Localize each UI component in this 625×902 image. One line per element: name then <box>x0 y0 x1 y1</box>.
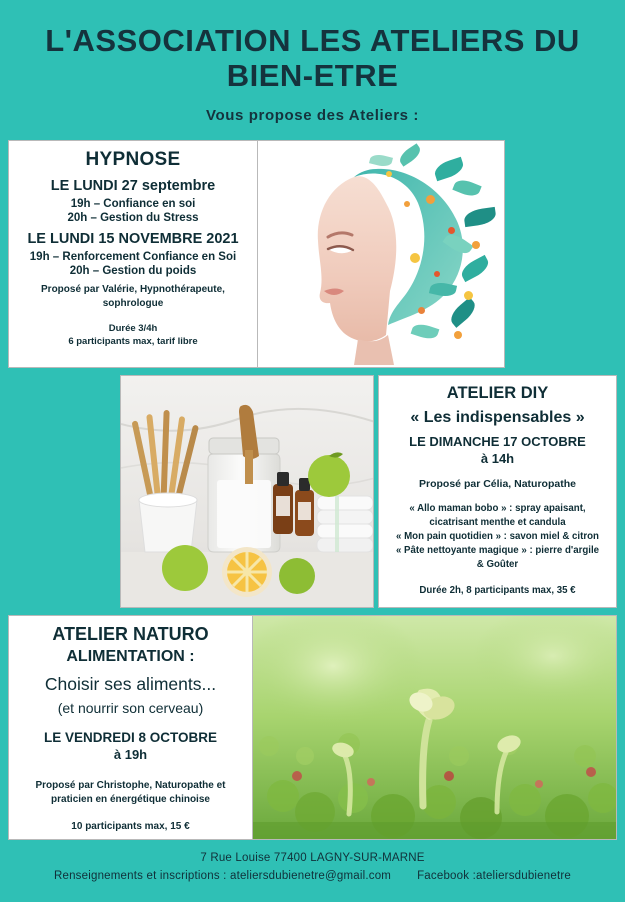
dot-accent <box>434 271 440 277</box>
hypnose-info-2: 6 participants max, tarif libre <box>68 336 198 348</box>
hypnose-date-2: LE LUNDI 15 NOVEMBRE 2021 <box>27 231 239 247</box>
sprouts-illustration <box>253 616 616 839</box>
diy-hour: à 14h <box>480 451 515 466</box>
hypnose-image <box>257 141 504 367</box>
dot-accent <box>410 253 420 263</box>
naturo-title-3: Choisir ses aliments... <box>44 674 217 694</box>
cosmetics-still-life-icon <box>121 376 374 608</box>
diy-footer-info: Durée 2h, 8 participants max, 35 € <box>419 585 576 597</box>
dot-accent <box>426 195 435 204</box>
diy-image <box>120 375 374 608</box>
section-diy <box>378 375 617 608</box>
face-profile-icon <box>258 141 504 367</box>
naturo-hour: à 19h <box>113 747 148 762</box>
dot-accent <box>454 331 462 339</box>
header-subtitle: Vous propose des Ateliers : <box>206 107 419 125</box>
decorative-teal-block-right <box>509 140 617 368</box>
dot-accent <box>404 201 410 207</box>
naturo-presenter-1: Proposé par Christophe, Naturopathe et <box>35 780 226 791</box>
dot-accent <box>464 291 473 300</box>
hypnose-session-4: 20h – Gestion du poids <box>69 265 197 277</box>
dot-accent <box>448 227 455 234</box>
diy-item: cicatrisant menthe et candula <box>429 517 566 529</box>
diy-title: ATELIER DIY <box>446 384 549 402</box>
naturo-title-2: ALIMENTATION : <box>66 648 195 665</box>
section-naturo <box>8 615 617 840</box>
naturo-date: LE VENDREDI 8 OCTOBRE <box>43 730 218 745</box>
hypnose-session-2: 20h – Gestion du Stress <box>67 212 199 224</box>
diy-item-list <box>387 502 608 572</box>
page-title: L'ASSOCIATION LES ATELIERS DU BIEN-ETRE <box>45 23 580 93</box>
naturo-footer-info: 10 participants max, 15 € <box>71 821 190 832</box>
decorative-teal-block-left <box>8 375 116 608</box>
dot-accent <box>472 241 480 249</box>
hypnose-presenter: Proposé par Valérie, Hypnothérapeute, sophrologue <box>41 284 225 309</box>
footer-facebook[interactable]: Facebook :ateliersdubienetre <box>417 870 571 882</box>
diy-item: « Allo maman bobo » : spray apaisant, <box>409 503 586 514</box>
face-illustration <box>258 141 504 367</box>
hypnose-info-1: Durée 3/4h <box>108 323 158 334</box>
hypnose-session-1: 19h – Confiance en soi <box>70 198 196 210</box>
diy-subtitle: « Les indispensables » <box>410 409 585 426</box>
diy-item: « Pâte nettoyante magique » : pierre d'argile <box>395 545 600 557</box>
poster-footer <box>8 848 617 894</box>
hypnose-session-3: 19h – Renforcement Confiance en Soi <box>29 251 237 263</box>
diy-presenter: Proposé par Célia, Naturopathe <box>419 478 576 490</box>
naturo-title-1: ATELIER NATURO <box>52 624 209 644</box>
sprouts-macro-icon <box>253 616 616 839</box>
hypnose-text-block <box>9 141 257 367</box>
footer-address: 7 Rue Louise 77400 LAGNY-SUR-MARNE <box>200 852 425 864</box>
hypnose-date-1: LE LUNDI 27 septembre <box>50 178 216 194</box>
footer-contact-row <box>8 870 617 882</box>
naturo-title-4: (et nourrir son cerveau) <box>57 700 204 716</box>
diy-item: « Mon pain quotidien » : savon miel & citron <box>396 531 599 543</box>
poster-header <box>8 8 617 133</box>
footer-email[interactable]: Renseignements et inscriptions : ateliersdubienetre@gmail.com <box>53 870 392 882</box>
dot-accent <box>386 171 392 177</box>
diy-date: LE DIMANCHE 17 OCTOBRE <box>409 434 586 449</box>
naturo-text-block <box>9 616 252 839</box>
section-hypnose <box>8 140 505 368</box>
diy-illustration <box>121 376 373 607</box>
dot-accent <box>418 307 425 314</box>
naturo-image <box>252 616 616 839</box>
naturo-presenter-2: praticien en énergétique chinoise <box>51 794 210 805</box>
diy-item: & Goûter <box>476 559 519 571</box>
hypnose-title: HYPNOSE <box>85 149 181 170</box>
